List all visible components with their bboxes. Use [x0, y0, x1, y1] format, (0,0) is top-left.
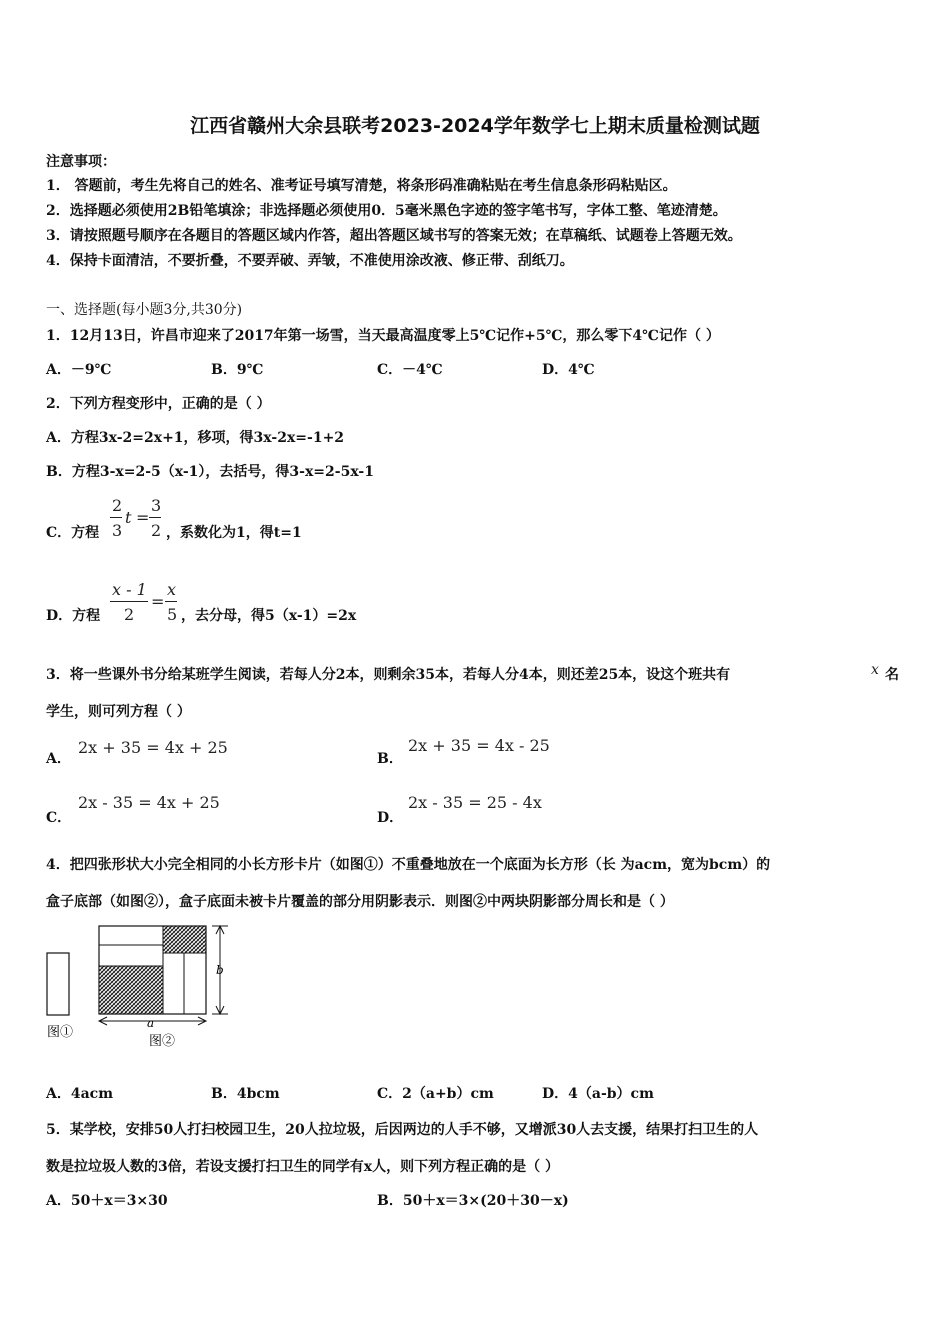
q3-option-d-equation: 2x - 35 = 25 - 4x [408, 793, 542, 812]
dimension-b-label: b [216, 963, 224, 977]
fraction-denominator: 3 [112, 521, 123, 540]
fig2-card-horizontal [99, 945, 163, 966]
q5-option-b: B．50＋x＝3×(20＋30－x) [377, 1193, 569, 1209]
q3-stem-line2: 学生，则可列方程（ ） [46, 704, 191, 720]
q2-option-c-prefix: C．方程 [46, 525, 100, 541]
q1-option-c: C．－4℃ [377, 362, 443, 378]
q2-option-d-prefix: D．方程 [46, 608, 101, 624]
q1-stem: 1．12月13日，许昌市迎来了2017年第一场雪，当天最高温度零上5℃记作+5℃，那么零下4℃记作（ ） [46, 328, 720, 344]
fig2-shaded-top-right [163, 926, 206, 953]
equals-sign: = [151, 592, 165, 611]
q5-stem: 5．某学校，安排50人打扫校园卫生，20人拉垃圾，后因两边的人手不够，又增派30人去支援，结果打扫卫生的人 [46, 1122, 759, 1138]
fig2-card-horizontal [99, 926, 163, 945]
q3-stem-end: 名 [885, 667, 899, 683]
notice-item-2: 2．选择题必须使用2B铅笔填涂；非选择题必须使用0．5毫米黑色字迹的签字笔书写，字体工整、笔迹清楚。 [46, 203, 727, 219]
q2-stem: 2．下列方程变形中，正确的是（ ） [46, 396, 271, 412]
dimension-a-label: a [147, 1016, 155, 1030]
q1-option-b: B．9℃ [211, 362, 264, 378]
fraction-bar [110, 601, 148, 602]
fig1-card [47, 953, 69, 1015]
q4-option-c: C．2（a+b）cm [377, 1086, 494, 1102]
section-heading: 一、选择题(每小题3分,共30分) [46, 302, 243, 318]
q3-stem: 3．将一些课外书分给某班学生阅读，若每人分2本，则剩余35本，若每人分4本，则还差25本，设这个班共有 [46, 667, 731, 683]
fraction-bar [110, 517, 122, 518]
q3-option-a-label: A． [46, 751, 71, 767]
variable: x [871, 662, 879, 678]
q3-option-c-equation: 2x - 35 = 4x + 25 [78, 793, 220, 812]
q4-figure [40, 918, 240, 1053]
notice-item-3: 3．请按照题号顺序在各题目的答题区域内作答，超出答题区域书写的答案无效；在草稿纸、试题卷上答题无效。 [46, 228, 742, 244]
variable: t [125, 508, 132, 527]
fraction-bar [165, 601, 177, 602]
q3-option-d-label: D． [377, 810, 404, 826]
q3-option-c-label: C． [46, 810, 72, 826]
fraction-bar [149, 517, 161, 518]
q3-option-a-equation: 2x + 35 = 4x + 25 [78, 738, 228, 757]
q3-option-b-label: B． [377, 751, 403, 767]
fraction-numerator: x [167, 580, 177, 599]
fraction-numerator: x - 1 [112, 580, 147, 599]
q2-option-c-suffix: ，系数化为1，得t=1 [166, 525, 302, 541]
fig1-label: 图① [47, 1025, 74, 1040]
fraction-numerator: 3 [151, 496, 162, 515]
fraction-denominator: 2 [151, 521, 162, 540]
equals-sign: = [136, 508, 150, 527]
notice-item-1: 1． 答题前，考生先将自己的姓名、准考证号填写清楚，将条形码准确粘贴在考生信息条形码粘贴区。 [46, 178, 677, 194]
notice-heading: 注意事项： [46, 154, 116, 170]
notice-item-4: 4．保持卡面清洁，不要折叠，不要弄破、弄皱，不准使用涂改液、修正带、刮纸刀。 [46, 253, 574, 269]
q4-stem: 4．把四张形状大小完全相同的小长方形卡片（如图①）不重叠地放在一个底面为长方形（长 为acm，宽为bcm）的 [46, 857, 771, 873]
q4-option-b: B．4bcm [211, 1086, 280, 1102]
q1-option-a: A．－9℃ [46, 362, 112, 378]
fig2-shaded-bottom-left [99, 966, 163, 1014]
q3-option-b-equation: 2x + 35 = 4x - 25 [408, 736, 550, 755]
fig2-card-vertical [163, 953, 184, 1014]
fraction-numerator: 2 [112, 496, 123, 515]
fraction-denominator: 5 [167, 605, 178, 624]
fraction-denominator: 2 [124, 605, 135, 624]
q4-option-a: A．4acm [46, 1086, 114, 1102]
page-title: 江西省赣州大余县联考2023-2024学年数学七上期末质量检测试题 [190, 115, 760, 137]
q4-option-d: D．4（a-b）cm [542, 1086, 654, 1102]
q2-option-d-suffix: ，去分母，得5（x-1）=2x [181, 608, 357, 624]
fig2-label: 图② [149, 1034, 176, 1049]
q2-option-b: B．方程3-x=2-5（x-1），去括号，得3-x=2-5x-1 [46, 464, 374, 480]
q4-stem-line2: 盒子底部（如图②），盒子底面未被卡片覆盖的部分用阴影表示．则图②中两块阴影部分周长和是（ ） [46, 894, 674, 910]
q2-option-a: A．方程3x-2=2x+1，移项，得3x-2x=-1+2 [46, 430, 345, 446]
fig2-card-vertical [184, 953, 206, 1014]
q1-option-d: D．4℃ [542, 362, 595, 378]
q5-stem-line2: 数是拉垃圾人数的3倍，若设支援打扫卫生的同学有x人，则下列方程正确的是（ ） [46, 1159, 559, 1175]
q5-option-a: A．50＋x＝3×30 [46, 1193, 168, 1209]
